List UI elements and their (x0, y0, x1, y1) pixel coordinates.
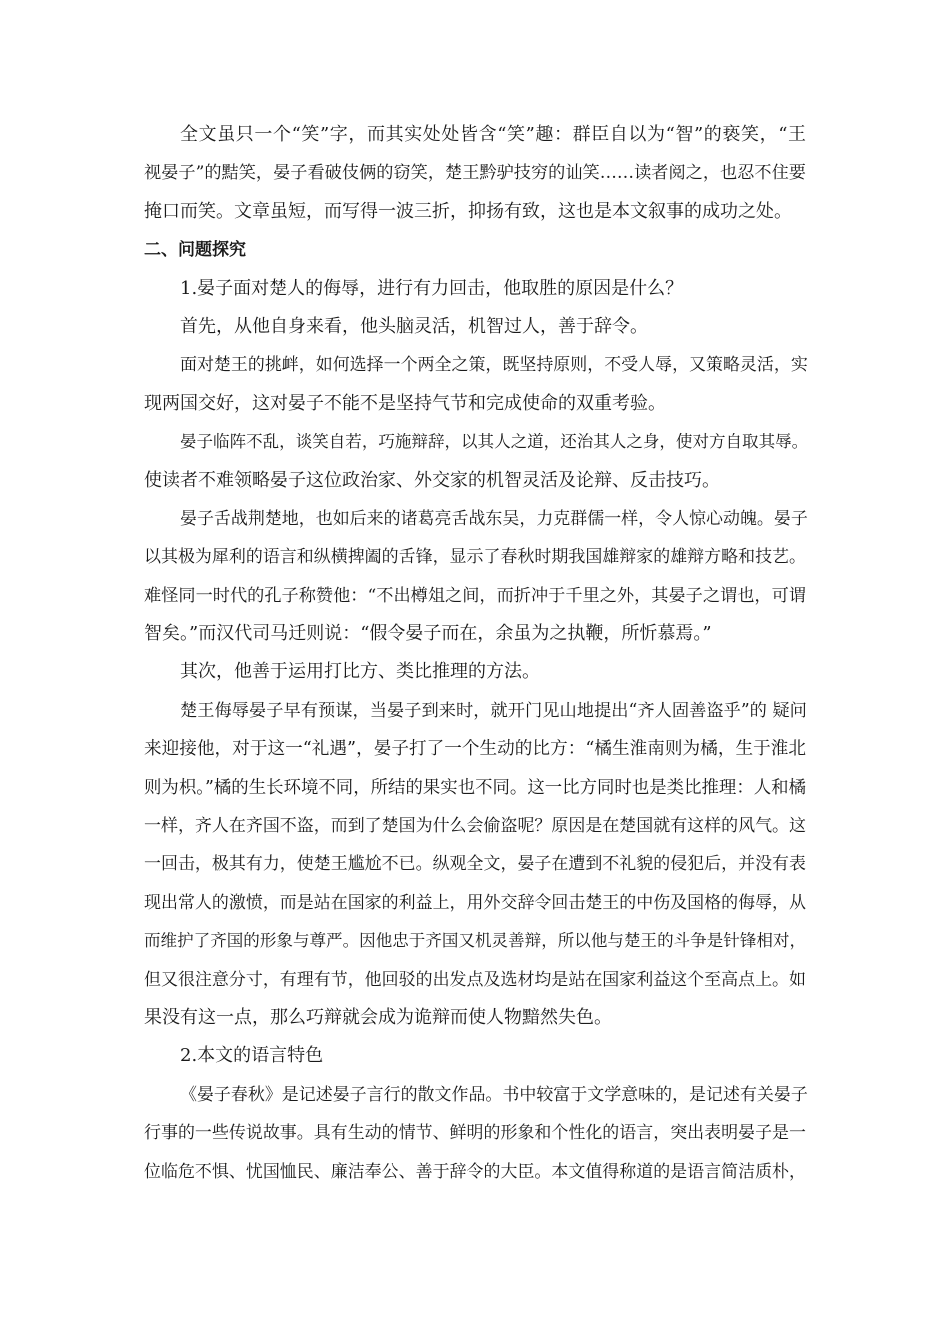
section-heading: 二、问题探究 (144, 240, 246, 261)
text-line: 难怪同一时代的孔子称赞他：“不出樽俎之间，而折冲于千里之外，其晏子之谓也，可谓 (144, 585, 806, 606)
text-line: 《晏子春秋》是记述晏子言行的散文作品。书中较富于文学意味的，是记述有关晏子 (180, 1084, 808, 1105)
text-line: 智矣。”而汉代司马迁则说：“假令晏子而在，余虽为之执鞭，所忻慕焉。” (144, 623, 712, 645)
text-line: 行事的一些传说故事。具有生动的情节、鲜明的形象和个性化的语言，突出表明晏子是一 (144, 1123, 806, 1144)
text-line: 一样，齐人在齐国不盗，而到了楚国为什么会偷盗呢？原因是在楚国就有这样的风气。这 (144, 816, 806, 837)
text-line: 但又很注意分寸，有理有节，他回驳的出发点及选材均是站在国家利益这个至高点上。如 (144, 969, 806, 990)
text-line: 而维护了齐国的形象与尊严。因他忠于齐国又机灵善辩，所以他与楚王的斗争是针锋相对， (144, 931, 806, 951)
text-line: 使读者不难领略晏子这位政治家、外交家的机智灵活及论辩、反击技巧。 (144, 469, 720, 491)
document-page (144, 116, 809, 1191)
text-line: 首先，从他自身来看，他头脑灵活，机智过人，善于辞令。 (180, 315, 648, 337)
text-line: 来迎接他，对于这一“礼遇”，晏子打了一个生动的比方：“橘生淮南则为橘，生于淮北 (144, 739, 806, 760)
text-line: 面对楚王的挑衅，如何选择一个两全之策，既坚持原则，不受人辱，又策略灵活，实 (180, 355, 808, 376)
text-line: 其次，他善于运用打比方、类比推理的方法。 (180, 661, 540, 683)
text-line: 视晏子”的黠笑，晏子看破伎俩的窃笑，楚王黔驴技穷的讪笑……读者阅之，也忍不住要 (144, 163, 806, 184)
text-line: 现两国交好，这对晏子不能不是坚持气节和完成使命的双重考验。 (144, 392, 666, 414)
text-line: 则为枳。”橘的生长环境不同，所结的果实也不同。这一比方同时也是类比推理：人和橘 (144, 777, 806, 798)
text-line: 一回击，极其有力，使楚王尴尬不已。纵观全文，晏子在遭到不礼貌的侵犯后，并没有表 (144, 854, 806, 875)
question-line: 2.本文的语言特色 (180, 1045, 324, 1067)
text-line: 果没有这一点，那么巧辩就会成为诡辩而使人物黯然失色。 (144, 1006, 612, 1028)
text-line: 晏子临阵不乱，谈笑自若，巧施辩辞，以其人之道，还治其人之身，使对方自取其辱。 (180, 432, 809, 452)
text-line: 以其极为犀利的语言和纵横捭阖的舌锋，显示了春秋时期我国雄辩家的雄辩方略和技艺。 (144, 547, 806, 568)
text-line: 掩口而笑。文章虽短，而写得一波三折，抑扬有致，这也是本文叙事的成功之处。 (144, 200, 792, 222)
text-line: 位临危不惧、忧国恤民、廉洁奉公、善于辞令的大臣。本文值得称道的是语言简洁质朴， (144, 1161, 806, 1182)
text-line: 晏子舌战荆楚地，也如后来的诸葛亮舌战东吴，力克群儒一样，令人惊心动魄。晏子 (180, 508, 808, 529)
question-line: 1.晏子面对楚人的侮辱，进行有力回击，他取胜的原因是什么？ (180, 277, 684, 299)
text-line: 楚王侮辱晏子早有预谋，当晏子到来时，就开门见山地提出“齐人固善盗乎”的 疑问 (180, 700, 807, 721)
text-line: 现出常人的激愤，而是站在国家的利益上，用外交辞令回击楚王的中伤及国格的侮辱，从 (144, 892, 806, 913)
text-line: 全文虽只一个“笑”字，而其实处处皆含“笑”趣：群臣自以为“智”的亵笑，“王 (180, 124, 806, 145)
